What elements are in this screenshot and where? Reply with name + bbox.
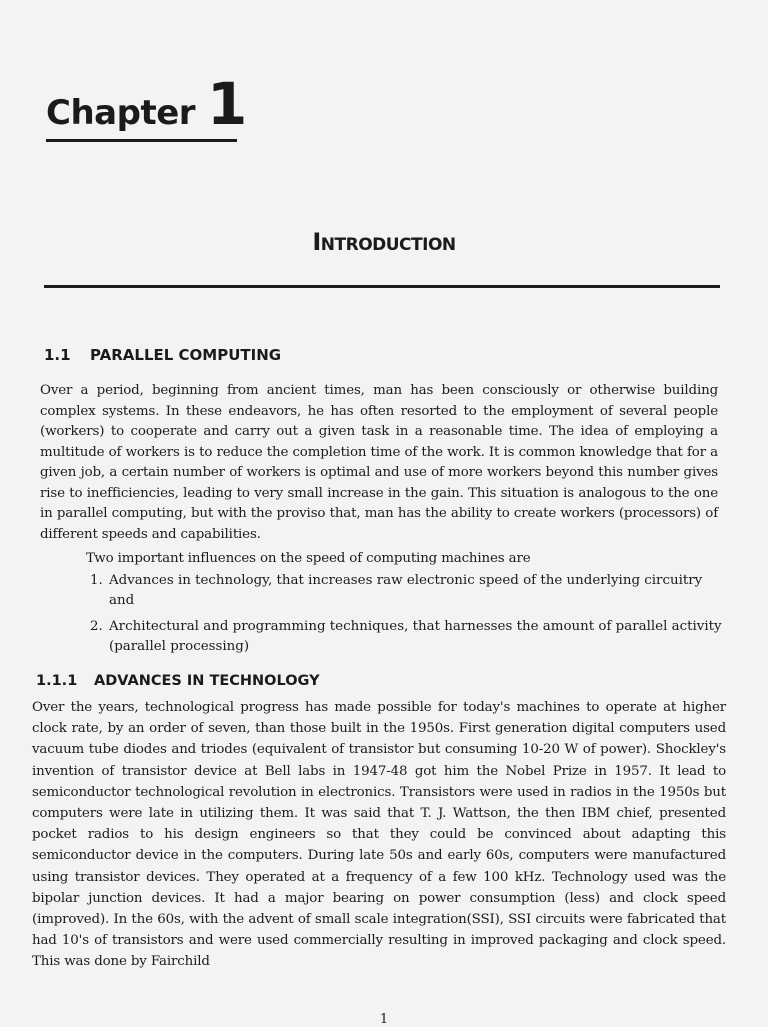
list-marker: 2. [90, 619, 103, 634]
list-marker: 1. [90, 573, 103, 588]
section-number: 1.1 [44, 346, 71, 364]
chapter-underline [46, 139, 237, 142]
list-item-text: Architectural and programming techniques, that harnesses the amount of parallel activity (parallel processing) [109, 619, 722, 654]
paragraph-parallel-computing: Over a period, beginning from ancient times, man has been consciously or otherwise building complex systems. In these endeavors, he has often resorted to the employment of several people (workers) to cooperate and carry out a given task in a reasonable time. The idea of employing a multitude of workers is to reduce the completion time of the work. It is common knowledge that for a given job, a certain number of workers is optimal and use of more workers beyond this number gives rise to inefficiencies, leading to very small increase in the gain. This situation is analogous to the one in parallel computing, but with the proviso that, man has the ability to create workers (processors) of different speeds and capabilities. [40, 383, 718, 542]
section-heading-1-1-1 [36, 673, 320, 689]
list-item [86, 571, 726, 611]
section-number: 1.1.1 [36, 673, 78, 689]
list-item [86, 617, 726, 657]
list-item-text: Advances in technology, that increases raw electronic speed of the underlying circuitry and [109, 573, 703, 608]
chapter-number: 1 [207, 70, 248, 138]
chapter-label: Chapter [46, 93, 196, 133]
list-intro-line: Two important influences on the speed of computing machines are [86, 551, 531, 566]
paragraph-advances-in-technology: Over the years, technological progress has made possible for today's machines to operate at higher clock rate, by an order of seven, than those built in the 1950s. First generation digital computers used vacuum tube diodes and triodes (equivalent of transistor but consuming 10-20 W of power). Shockley's invention of transistor device at Bell labs in 1947-48 got him the Nobel Prize in 1957. It lead to semiconductor technological revolution in electronics. Transistors were used in radios in the 1950s but computers were late in utilizing them. It was said that T. J. Wattson, the then IBM chief, presented pocket radios to his design engineers so that they could be convinced about adapting this semiconductor device in the computers. During late 50s and early 60s, computers were manufactured using transistor devices. They operated at a frequency of a few 100 kHz. Technology used was the bipolar junction devices. It had a major bearing on power consumption (less) and clock speed (improved). In the 60s, with the advent of small scale integration(SSI), SSI circuits were fabricated that had 10's of transistors and were used commercially resulting in improved packaging and clock speed. This was done by Fairchild [32, 700, 726, 970]
title-divider [44, 285, 720, 288]
influences-list [86, 571, 726, 663]
chapter-title: Introduction [312, 228, 456, 256]
section-title: ADVANCES IN TECHNOLOGY [94, 673, 320, 689]
page-number: 1 [379, 1012, 389, 1027]
section-heading-1-1 [44, 346, 281, 364]
section-title: PARALLEL COMPUTING [90, 346, 282, 364]
chapter-heading [46, 70, 247, 138]
